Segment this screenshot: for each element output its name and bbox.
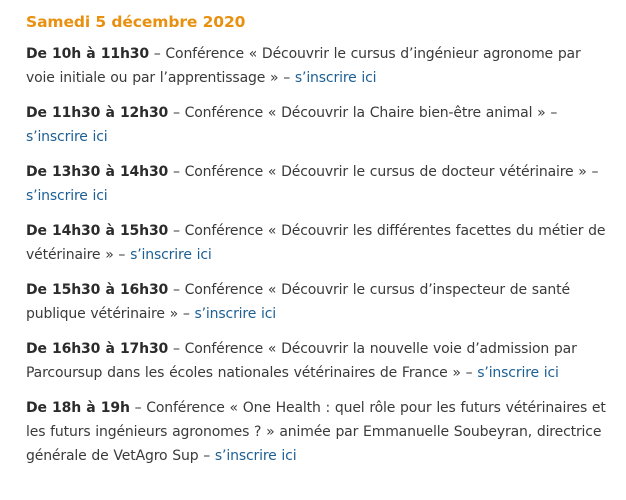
- session-time: De 13h30 à 14h30: [26, 164, 169, 180]
- session-time: De 14h30 à 15h30: [26, 223, 169, 239]
- session-time: De 11h30 à 12h30: [26, 105, 169, 121]
- session-item: [26, 42, 606, 90]
- session-item: [26, 278, 606, 326]
- session-time: De 18h à 19h: [26, 400, 130, 416]
- register-link[interactable]: s’inscrire ici: [214, 448, 297, 464]
- session-description: – Conférence « Découvrir la nouvelle voie d’admission par Parcoursup dans les écoles nationales vétérinaires de France » –: [26, 341, 577, 381]
- session-item: [26, 101, 606, 149]
- register-link[interactable]: s’inscrire ici: [194, 306, 277, 322]
- session-description: – Conférence « Découvrir le cursus de docteur vétérinaire » –: [168, 164, 599, 180]
- session-time: De 16h30 à 17h30: [26, 341, 169, 357]
- session-description: – Conférence « Découvrir le cursus d’ingénieur agronome par voie initiale ou par l’apprentissage » –: [26, 46, 581, 86]
- session-item: [26, 160, 606, 208]
- session-time: De 10h à 11h30: [26, 46, 149, 62]
- register-link[interactable]: s’inscrire ici: [294, 70, 377, 86]
- session-item: [26, 337, 606, 385]
- session-item: [26, 219, 606, 267]
- session-description: – Conférence « Découvrir les différentes facettes du métier de vétérinaire » –: [26, 223, 606, 263]
- register-link[interactable]: s’inscrire ici: [477, 365, 559, 381]
- session-item: [26, 396, 606, 468]
- register-link[interactable]: s’inscrire ici: [26, 188, 108, 204]
- session-description: – Conférence « Découvrir la Chaire bien-être animal » –: [168, 105, 558, 121]
- session-description: – Conférence « One Health : quel rôle pour les futurs vétérinaires et les futurs ingénieurs agronomes ? » animée par Emmanuelle Soubeyran, directrice générale de VetAgro Sup –: [26, 400, 606, 464]
- session-description: – Conférence « Découvrir le cursus d’inspecteur de santé publique vétérinaire » –: [26, 282, 570, 322]
- day-heading: Samedi 5 décembre 2020: [26, 13, 246, 31]
- session-time: De 15h30 à 16h30: [26, 282, 169, 298]
- register-link[interactable]: s’inscrire ici: [26, 129, 108, 145]
- register-link[interactable]: s’inscrire ici: [130, 247, 212, 263]
